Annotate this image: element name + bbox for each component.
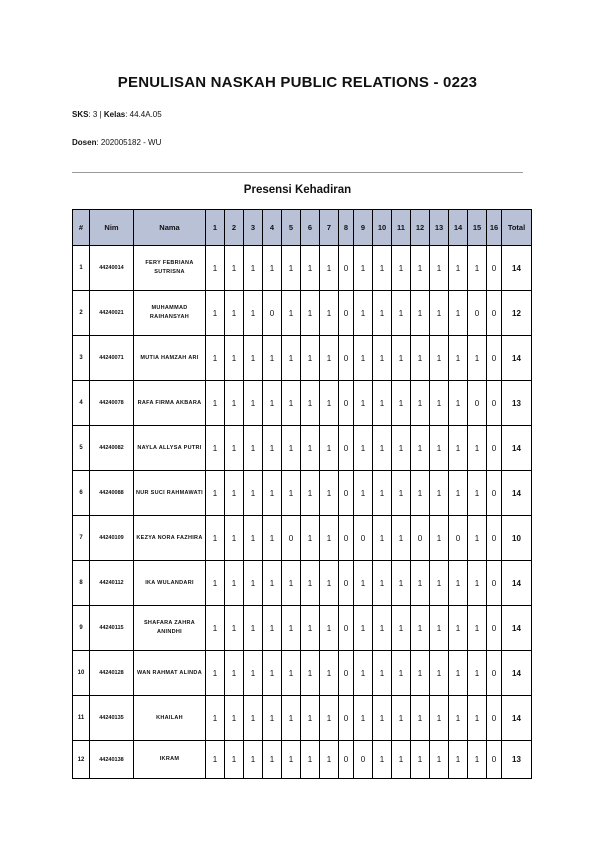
- table-row: [73, 696, 532, 741]
- row-number: 4: [73, 381, 90, 426]
- attendance-total: 14: [502, 426, 532, 471]
- attendance-cell: 1: [468, 246, 487, 291]
- attendance-total: 14: [502, 696, 532, 741]
- attendance-cell: 1: [263, 651, 282, 696]
- attendance-cell: 1: [244, 561, 263, 606]
- attendance-cell: 1: [282, 291, 301, 336]
- student-name: FERY FEBRIANA SUTRISNA: [134, 246, 206, 291]
- dosen-value: : 202005182 - WU: [96, 138, 162, 147]
- attendance-cell: 1: [282, 336, 301, 381]
- attendance-cell: 1: [320, 291, 339, 336]
- attendance-cell: 1: [301, 381, 320, 426]
- attendance-cell: 1: [206, 381, 225, 426]
- attendance-cell: 1: [468, 696, 487, 741]
- attendance-cell: 1: [354, 381, 373, 426]
- attendance-cell: 1: [430, 741, 449, 779]
- attendance-cell: 0: [487, 606, 502, 651]
- attendance-cell: 1: [263, 696, 282, 741]
- row-number: 5: [73, 426, 90, 471]
- student-nim: 44240112: [90, 561, 134, 606]
- attendance-cell: 1: [244, 606, 263, 651]
- student-name: MUTIA HAMZAH ARI: [134, 336, 206, 381]
- attendance-cell: 0: [487, 741, 502, 779]
- column-header: Nama: [134, 210, 206, 246]
- attendance-cell: 0: [339, 741, 354, 779]
- attendance-cell: 1: [244, 381, 263, 426]
- row-number: 10: [73, 651, 90, 696]
- student-nim: 44240109: [90, 516, 134, 561]
- attendance-cell: 1: [373, 651, 392, 696]
- attendance-cell: 1: [373, 336, 392, 381]
- column-header: 6: [301, 210, 320, 246]
- attendance-cell: 1: [320, 336, 339, 381]
- attendance-cell: 1: [282, 606, 301, 651]
- column-header: #: [73, 210, 90, 246]
- student-name: NUR SUCI RAHMAWATI: [134, 471, 206, 516]
- attendance-cell: 0: [468, 291, 487, 336]
- attendance-cell: 1: [411, 741, 430, 779]
- attendance-cell: 0: [468, 381, 487, 426]
- attendance-cell: 1: [225, 741, 244, 779]
- attendance-cell: 1: [301, 336, 320, 381]
- row-number: 3: [73, 336, 90, 381]
- attendance-cell: 1: [392, 516, 411, 561]
- attendance-cell: 1: [430, 561, 449, 606]
- attendance-cell: 1: [449, 741, 468, 779]
- attendance-cell: 1: [244, 741, 263, 779]
- attendance-cell: 1: [206, 426, 225, 471]
- attendance-cell: 1: [354, 696, 373, 741]
- attendance-cell: 1: [354, 606, 373, 651]
- lecturer-info: [72, 138, 161, 147]
- attendance-total: 14: [502, 246, 532, 291]
- table-row: [73, 516, 532, 561]
- attendance-cell: 1: [430, 336, 449, 381]
- attendance-cell: 1: [411, 696, 430, 741]
- attendance-cell: 1: [206, 246, 225, 291]
- attendance-cell: 1: [373, 381, 392, 426]
- attendance-cell: 1: [301, 561, 320, 606]
- attendance-cell: 1: [392, 336, 411, 381]
- attendance-cell: 1: [301, 471, 320, 516]
- attendance-cell: 1: [263, 606, 282, 651]
- attendance-cell: 1: [354, 291, 373, 336]
- section-title: Presensi Kehadiran: [243, 184, 352, 196]
- attendance-cell: 1: [206, 336, 225, 381]
- attendance-cell: 0: [487, 246, 502, 291]
- attendance-cell: 1: [263, 336, 282, 381]
- attendance-cell: 1: [225, 516, 244, 561]
- column-header: 2: [225, 210, 244, 246]
- attendance-cell: 1: [301, 291, 320, 336]
- attendance-total: 14: [502, 471, 532, 516]
- attendance-cell: 0: [487, 471, 502, 516]
- attendance-cell: 1: [373, 516, 392, 561]
- attendance-cell: 1: [244, 471, 263, 516]
- attendance-cell: 1: [411, 606, 430, 651]
- attendance-cell: 0: [487, 561, 502, 606]
- attendance-cell: 1: [430, 696, 449, 741]
- column-header: 10: [373, 210, 392, 246]
- attendance-cell: 0: [282, 516, 301, 561]
- attendance-cell: 1: [206, 471, 225, 516]
- attendance-cell: 1: [354, 561, 373, 606]
- document-title: PENULISAN NASKAH PUBLIC RELATIONS - 0223: [117, 74, 478, 91]
- student-name: NAYLA ALLYSA PUTRI: [134, 426, 206, 471]
- attendance-cell: 1: [373, 606, 392, 651]
- sks-label: SKS: [72, 110, 89, 119]
- attendance-cell: 1: [320, 696, 339, 741]
- student-name: WAN RAHMAT ALINDA: [134, 651, 206, 696]
- table-row: [73, 336, 532, 381]
- attendance-cell: 1: [225, 291, 244, 336]
- attendance-cell: 1: [373, 246, 392, 291]
- attendance-cell: 0: [354, 516, 373, 561]
- row-number: 6: [73, 471, 90, 516]
- attendance-cell: 0: [339, 696, 354, 741]
- column-header: 12: [411, 210, 430, 246]
- column-header: 11: [392, 210, 411, 246]
- attendance-cell: 1: [282, 381, 301, 426]
- student-name: SHAFARA ZAHRA ANINDHI: [134, 606, 206, 651]
- attendance-cell: 1: [244, 516, 263, 561]
- attendance-cell: 0: [449, 516, 468, 561]
- table-row: [73, 246, 532, 291]
- attendance-cell: 0: [339, 336, 354, 381]
- student-name: IKA WULANDARI: [134, 561, 206, 606]
- attendance-cell: 1: [392, 741, 411, 779]
- attendance-cell: 1: [392, 651, 411, 696]
- row-number: 7: [73, 516, 90, 561]
- column-header: 9: [354, 210, 373, 246]
- attendance-cell: 1: [430, 291, 449, 336]
- attendance-cell: 1: [244, 246, 263, 291]
- attendance-cell: 1: [206, 651, 225, 696]
- attendance-cell: 1: [301, 741, 320, 779]
- attendance-total: 13: [502, 381, 532, 426]
- kelas-value: : 44.4A.05: [125, 110, 162, 119]
- attendance-cell: 1: [411, 336, 430, 381]
- attendance-cell: 1: [373, 291, 392, 336]
- attendance-cell: 1: [411, 561, 430, 606]
- attendance-cell: 1: [392, 696, 411, 741]
- row-number: 8: [73, 561, 90, 606]
- attendance-cell: 0: [487, 381, 502, 426]
- student-nim: 44240128: [90, 651, 134, 696]
- attendance-cell: 1: [225, 606, 244, 651]
- attendance-cell: 1: [468, 606, 487, 651]
- attendance-cell: 1: [468, 426, 487, 471]
- attendance-cell: 1: [263, 741, 282, 779]
- attendance-total: 14: [502, 606, 532, 651]
- attendance-cell: 1: [468, 741, 487, 779]
- column-header: 8: [339, 210, 354, 246]
- kelas-label: Kelas: [103, 110, 126, 119]
- attendance-cell: 1: [392, 606, 411, 651]
- attendance-total: 14: [502, 651, 532, 696]
- attendance-cell: 1: [430, 381, 449, 426]
- table-row: [73, 291, 532, 336]
- column-header: 16: [487, 210, 502, 246]
- attendance-cell: 1: [468, 471, 487, 516]
- column-header: 7: [320, 210, 339, 246]
- column-header: 3: [244, 210, 263, 246]
- attendance-cell: 1: [206, 516, 225, 561]
- student-name: IKRAM: [134, 741, 206, 779]
- table-row: [73, 606, 532, 651]
- attendance-cell: 1: [225, 336, 244, 381]
- attendance-cell: 1: [244, 696, 263, 741]
- attendance-cell: 1: [301, 246, 320, 291]
- course-info: [72, 110, 162, 119]
- attendance-cell: 1: [206, 291, 225, 336]
- attendance-cell: 1: [373, 561, 392, 606]
- attendance-cell: 1: [225, 246, 244, 291]
- attendance-cell: 1: [244, 291, 263, 336]
- student-nim: 44240115: [90, 606, 134, 651]
- row-number: 1: [73, 246, 90, 291]
- attendance-cell: 1: [225, 651, 244, 696]
- attendance-cell: 1: [282, 741, 301, 779]
- student-nim: 44240082: [90, 426, 134, 471]
- attendance-cell: 1: [430, 426, 449, 471]
- header-divider: [72, 172, 523, 173]
- attendance-total: 12: [502, 291, 532, 336]
- attendance-cell: 1: [244, 651, 263, 696]
- attendance-cell: 1: [354, 651, 373, 696]
- table-row: [73, 471, 532, 516]
- attendance-cell: 1: [206, 696, 225, 741]
- attendance-cell: 1: [392, 246, 411, 291]
- attendance-total: 13: [502, 741, 532, 779]
- attendance-cell: 1: [411, 291, 430, 336]
- attendance-cell: 1: [263, 561, 282, 606]
- attendance-cell: 1: [449, 561, 468, 606]
- attendance-cell: 1: [430, 516, 449, 561]
- student-nim: 44240071: [90, 336, 134, 381]
- attendance-cell: 0: [339, 561, 354, 606]
- attendance-cell: 1: [282, 471, 301, 516]
- attendance-cell: 1: [301, 516, 320, 561]
- attendance-cell: 1: [449, 246, 468, 291]
- attendance-cell: 0: [487, 696, 502, 741]
- table-row: [73, 561, 532, 606]
- column-header: 1: [206, 210, 225, 246]
- attendance-cell: 0: [339, 381, 354, 426]
- student-nim: 44240014: [90, 246, 134, 291]
- attendance-cell: 1: [282, 561, 301, 606]
- attendance-cell: 1: [244, 426, 263, 471]
- attendance-cell: 1: [449, 291, 468, 336]
- attendance-cell: 1: [225, 381, 244, 426]
- attendance-cell: 1: [244, 336, 263, 381]
- attendance-cell: 1: [430, 651, 449, 696]
- attendance-cell: 1: [449, 651, 468, 696]
- attendance-cell: 1: [468, 336, 487, 381]
- attendance-cell: 1: [225, 696, 244, 741]
- attendance-cell: 1: [301, 606, 320, 651]
- attendance-cell: 1: [301, 651, 320, 696]
- attendance-cell: 1: [282, 696, 301, 741]
- attendance-cell: 1: [320, 471, 339, 516]
- column-header: Nim: [90, 210, 134, 246]
- column-header: 13: [430, 210, 449, 246]
- attendance-cell: 1: [430, 606, 449, 651]
- attendance-cell: 1: [320, 381, 339, 426]
- attendance-cell: 1: [449, 381, 468, 426]
- attendance-cell: 1: [430, 471, 449, 516]
- attendance-cell: 0: [263, 291, 282, 336]
- attendance-cell: 1: [392, 291, 411, 336]
- attendance-cell: 1: [206, 741, 225, 779]
- attendance-cell: 1: [320, 606, 339, 651]
- attendance-cell: 1: [263, 516, 282, 561]
- attendance-cell: 0: [339, 516, 354, 561]
- attendance-cell: 1: [301, 696, 320, 741]
- attendance-cell: 1: [468, 561, 487, 606]
- attendance-cell: 1: [392, 426, 411, 471]
- attendance-cell: 0: [339, 651, 354, 696]
- table-row: [73, 426, 532, 471]
- attendance-cell: 1: [282, 651, 301, 696]
- attendance-total: 10: [502, 516, 532, 561]
- attendance-cell: 1: [263, 426, 282, 471]
- column-header: 14: [449, 210, 468, 246]
- attendance-cell: 1: [449, 336, 468, 381]
- attendance-cell: 1: [301, 426, 320, 471]
- attendance-cell: 0: [339, 471, 354, 516]
- attendance-cell: 1: [320, 246, 339, 291]
- attendance-cell: 1: [282, 426, 301, 471]
- attendance-cell: 1: [225, 426, 244, 471]
- attendance-cell: 1: [392, 561, 411, 606]
- attendance-cell: 1: [263, 246, 282, 291]
- attendance-cell: 1: [373, 741, 392, 779]
- attendance-cell: 1: [449, 606, 468, 651]
- dosen-label: Dosen: [72, 138, 97, 147]
- attendance-cell: 1: [411, 471, 430, 516]
- attendance-cell: 1: [320, 651, 339, 696]
- sks-value: : 3 |: [88, 110, 104, 119]
- table-row: [73, 381, 532, 426]
- student-nim: 44240021: [90, 291, 134, 336]
- attendance-cell: 1: [468, 651, 487, 696]
- attendance-cell: 0: [487, 291, 502, 336]
- attendance-cell: 0: [339, 426, 354, 471]
- attendance-cell: 1: [449, 696, 468, 741]
- column-header: Total: [502, 210, 532, 246]
- attendance-cell: 0: [487, 651, 502, 696]
- attendance-cell: 1: [449, 426, 468, 471]
- attendance-cell: 1: [320, 516, 339, 561]
- attendance-table: [72, 209, 532, 779]
- table-row: [73, 651, 532, 696]
- attendance-total: 14: [502, 336, 532, 381]
- attendance-cell: 0: [487, 336, 502, 381]
- attendance-cell: 1: [263, 471, 282, 516]
- attendance-cell: 0: [411, 516, 430, 561]
- student-name: KHAILAH: [134, 696, 206, 741]
- attendance-cell: 1: [225, 561, 244, 606]
- attendance-cell: 1: [320, 426, 339, 471]
- row-number: 9: [73, 606, 90, 651]
- student-name: MUHAMMAD RAIHANSYAH: [134, 291, 206, 336]
- student-nim: 44240135: [90, 696, 134, 741]
- table-row: [73, 741, 532, 779]
- attendance-cell: 1: [411, 651, 430, 696]
- attendance-cell: 0: [339, 291, 354, 336]
- attendance-cell: 1: [354, 471, 373, 516]
- attendance-cell: 0: [487, 516, 502, 561]
- row-number: 11: [73, 696, 90, 741]
- attendance-cell: 0: [339, 606, 354, 651]
- attendance-cell: 1: [449, 471, 468, 516]
- attendance-cell: 1: [411, 381, 430, 426]
- attendance-cell: 0: [354, 741, 373, 779]
- attendance-cell: 1: [320, 741, 339, 779]
- attendance-cell: 1: [411, 246, 430, 291]
- row-number: 12: [73, 741, 90, 779]
- row-number: 2: [73, 291, 90, 336]
- attendance-cell: 0: [339, 246, 354, 291]
- attendance-cell: 1: [411, 426, 430, 471]
- attendance-cell: 1: [373, 426, 392, 471]
- attendance-cell: 1: [392, 471, 411, 516]
- attendance-cell: 1: [206, 561, 225, 606]
- attendance-cell: 1: [392, 381, 411, 426]
- attendance-cell: 1: [373, 471, 392, 516]
- attendance-cell: 1: [373, 696, 392, 741]
- attendance-total: 14: [502, 561, 532, 606]
- student-nim: 44240088: [90, 471, 134, 516]
- attendance-cell: 1: [320, 561, 339, 606]
- student-name: RAFA FIRMA AKBARA: [134, 381, 206, 426]
- column-header: 5: [282, 210, 301, 246]
- attendance-cell: 1: [282, 246, 301, 291]
- attendance-cell: 1: [225, 471, 244, 516]
- attendance-cell: 1: [354, 246, 373, 291]
- attendance-cell: 1: [263, 381, 282, 426]
- student-nim: 44240138: [90, 741, 134, 779]
- attendance-cell: 1: [468, 516, 487, 561]
- student-name: KEZYA NORA FAZHIRA: [134, 516, 206, 561]
- attendance-cell: 0: [487, 426, 502, 471]
- student-nim: 44240078: [90, 381, 134, 426]
- table-header-row: [73, 210, 532, 246]
- attendance-cell: 1: [354, 426, 373, 471]
- attendance-cell: 1: [354, 336, 373, 381]
- column-header: 15: [468, 210, 487, 246]
- column-header: 4: [263, 210, 282, 246]
- attendance-cell: 1: [430, 246, 449, 291]
- attendance-cell: 1: [206, 606, 225, 651]
